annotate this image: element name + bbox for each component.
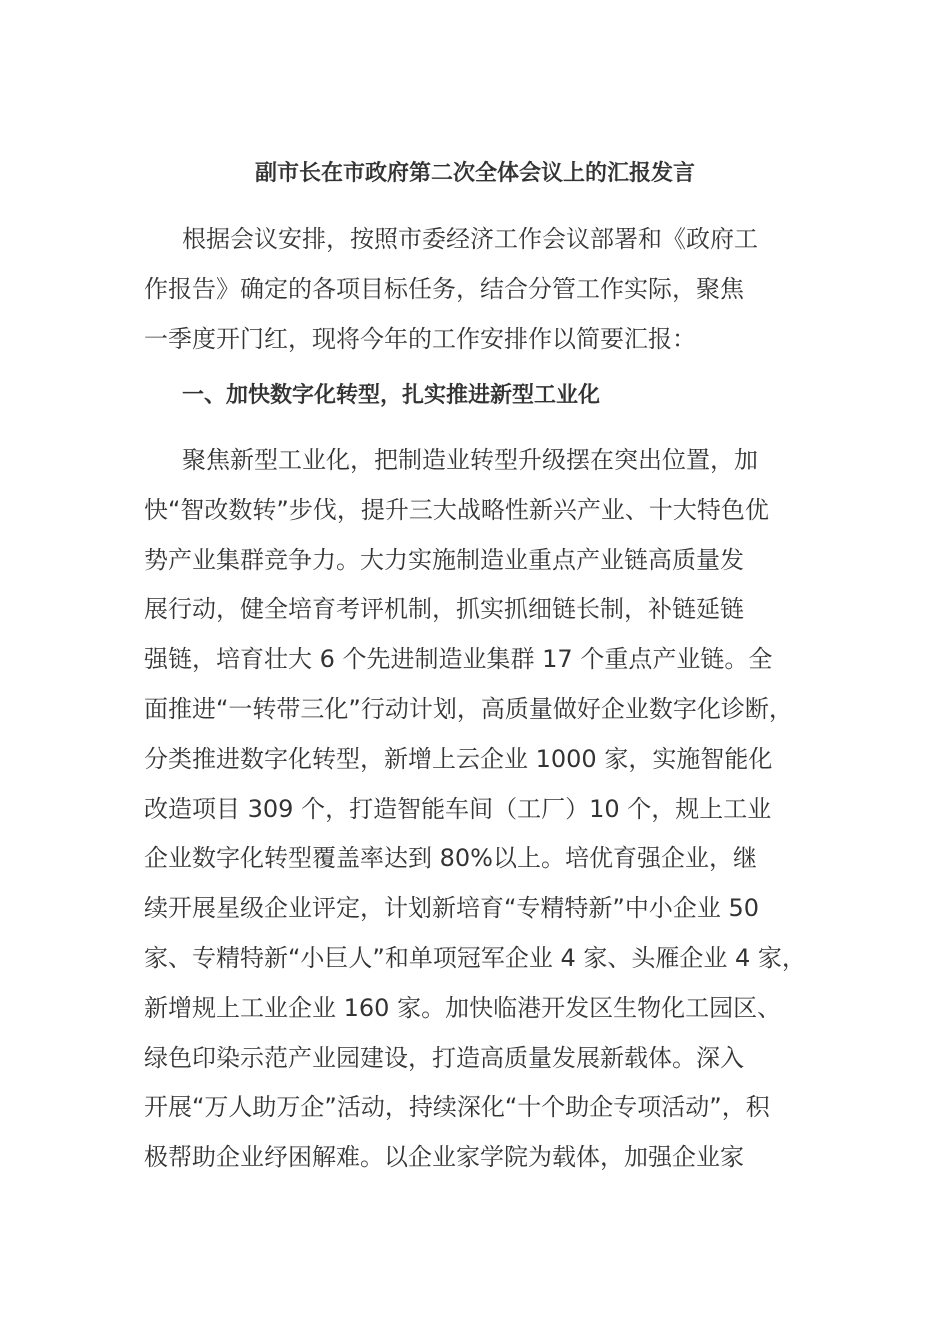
paragraph-line: 快“智改数转”步伐，提升三大战略性新兴产业、十大特色优: [144, 495, 769, 524]
paragraph-line: 极帮助企业纾困解难。以企业家学院为载体，加强企业家: [144, 1143, 744, 1172]
paragraph-line: 企业数字化转型覆盖率达到 80%以上。培优育强企业，继: [144, 844, 757, 873]
section-paragraph: [144, 436, 834, 1183]
paragraph-line: 面推进“一转带三化”行动计划，高质量做好企业数字化诊断，: [144, 694, 793, 723]
section-heading: 一、加快数字化转型，扎实推进新型工业化: [182, 383, 601, 408]
intro-paragraph: [144, 215, 834, 364]
paragraph-line: 展行动，健全培育考评机制，抓实抓细链长制，补链延链: [144, 595, 744, 624]
paragraph-line: 续开展星级企业评定，计划新培育“专精特新”中小企业 50: [144, 894, 760, 923]
paragraph-line: 改造项目 309 个，打造智能车间（工厂）10 个，规上工业: [144, 794, 772, 823]
paragraph-line: 势产业集群竞争力。大力实施制造业重点产业链高质量发: [144, 545, 744, 574]
paragraph-line: 作报告》确定的各项目标任务，结合分管工作实际，聚焦: [144, 274, 744, 303]
paragraph-line: 强链，培育壮大 6 个先进制造业集群 17 个重点产业链。全: [144, 645, 773, 674]
paragraph-line: 分类推进数字化转型，新增上云企业 1000 家，实施智能化: [144, 744, 773, 773]
paragraph-line: 开展“万人助万企”活动，持续深化“十个助企专项活动”，积: [144, 1093, 770, 1122]
paragraph-line: 绿色印染示范产业园建设，打造高质量发展新载体。深入: [144, 1043, 744, 1072]
paragraph-line: 新增规上工业企业 160 家。加快临港开发区生物化工园区、: [144, 993, 782, 1022]
paragraph-line: 家、专精特新“小巨人”和单项冠军企业 4 家、头雁企业 4 家，: [144, 943, 806, 972]
paragraph-line: 聚焦新型工业化，把制造业转型升级摆在突出位置，加: [182, 446, 758, 474]
paragraph-line: 一季度开门红，现将今年的工作安排作以简要汇报：: [144, 324, 696, 353]
paragraph-line: 根据会议安排，按照市委经济工作会议部署和《政府工: [182, 225, 758, 253]
document-title: 副市长在市政府第二次全体会议上的汇报发言: [254, 161, 695, 186]
